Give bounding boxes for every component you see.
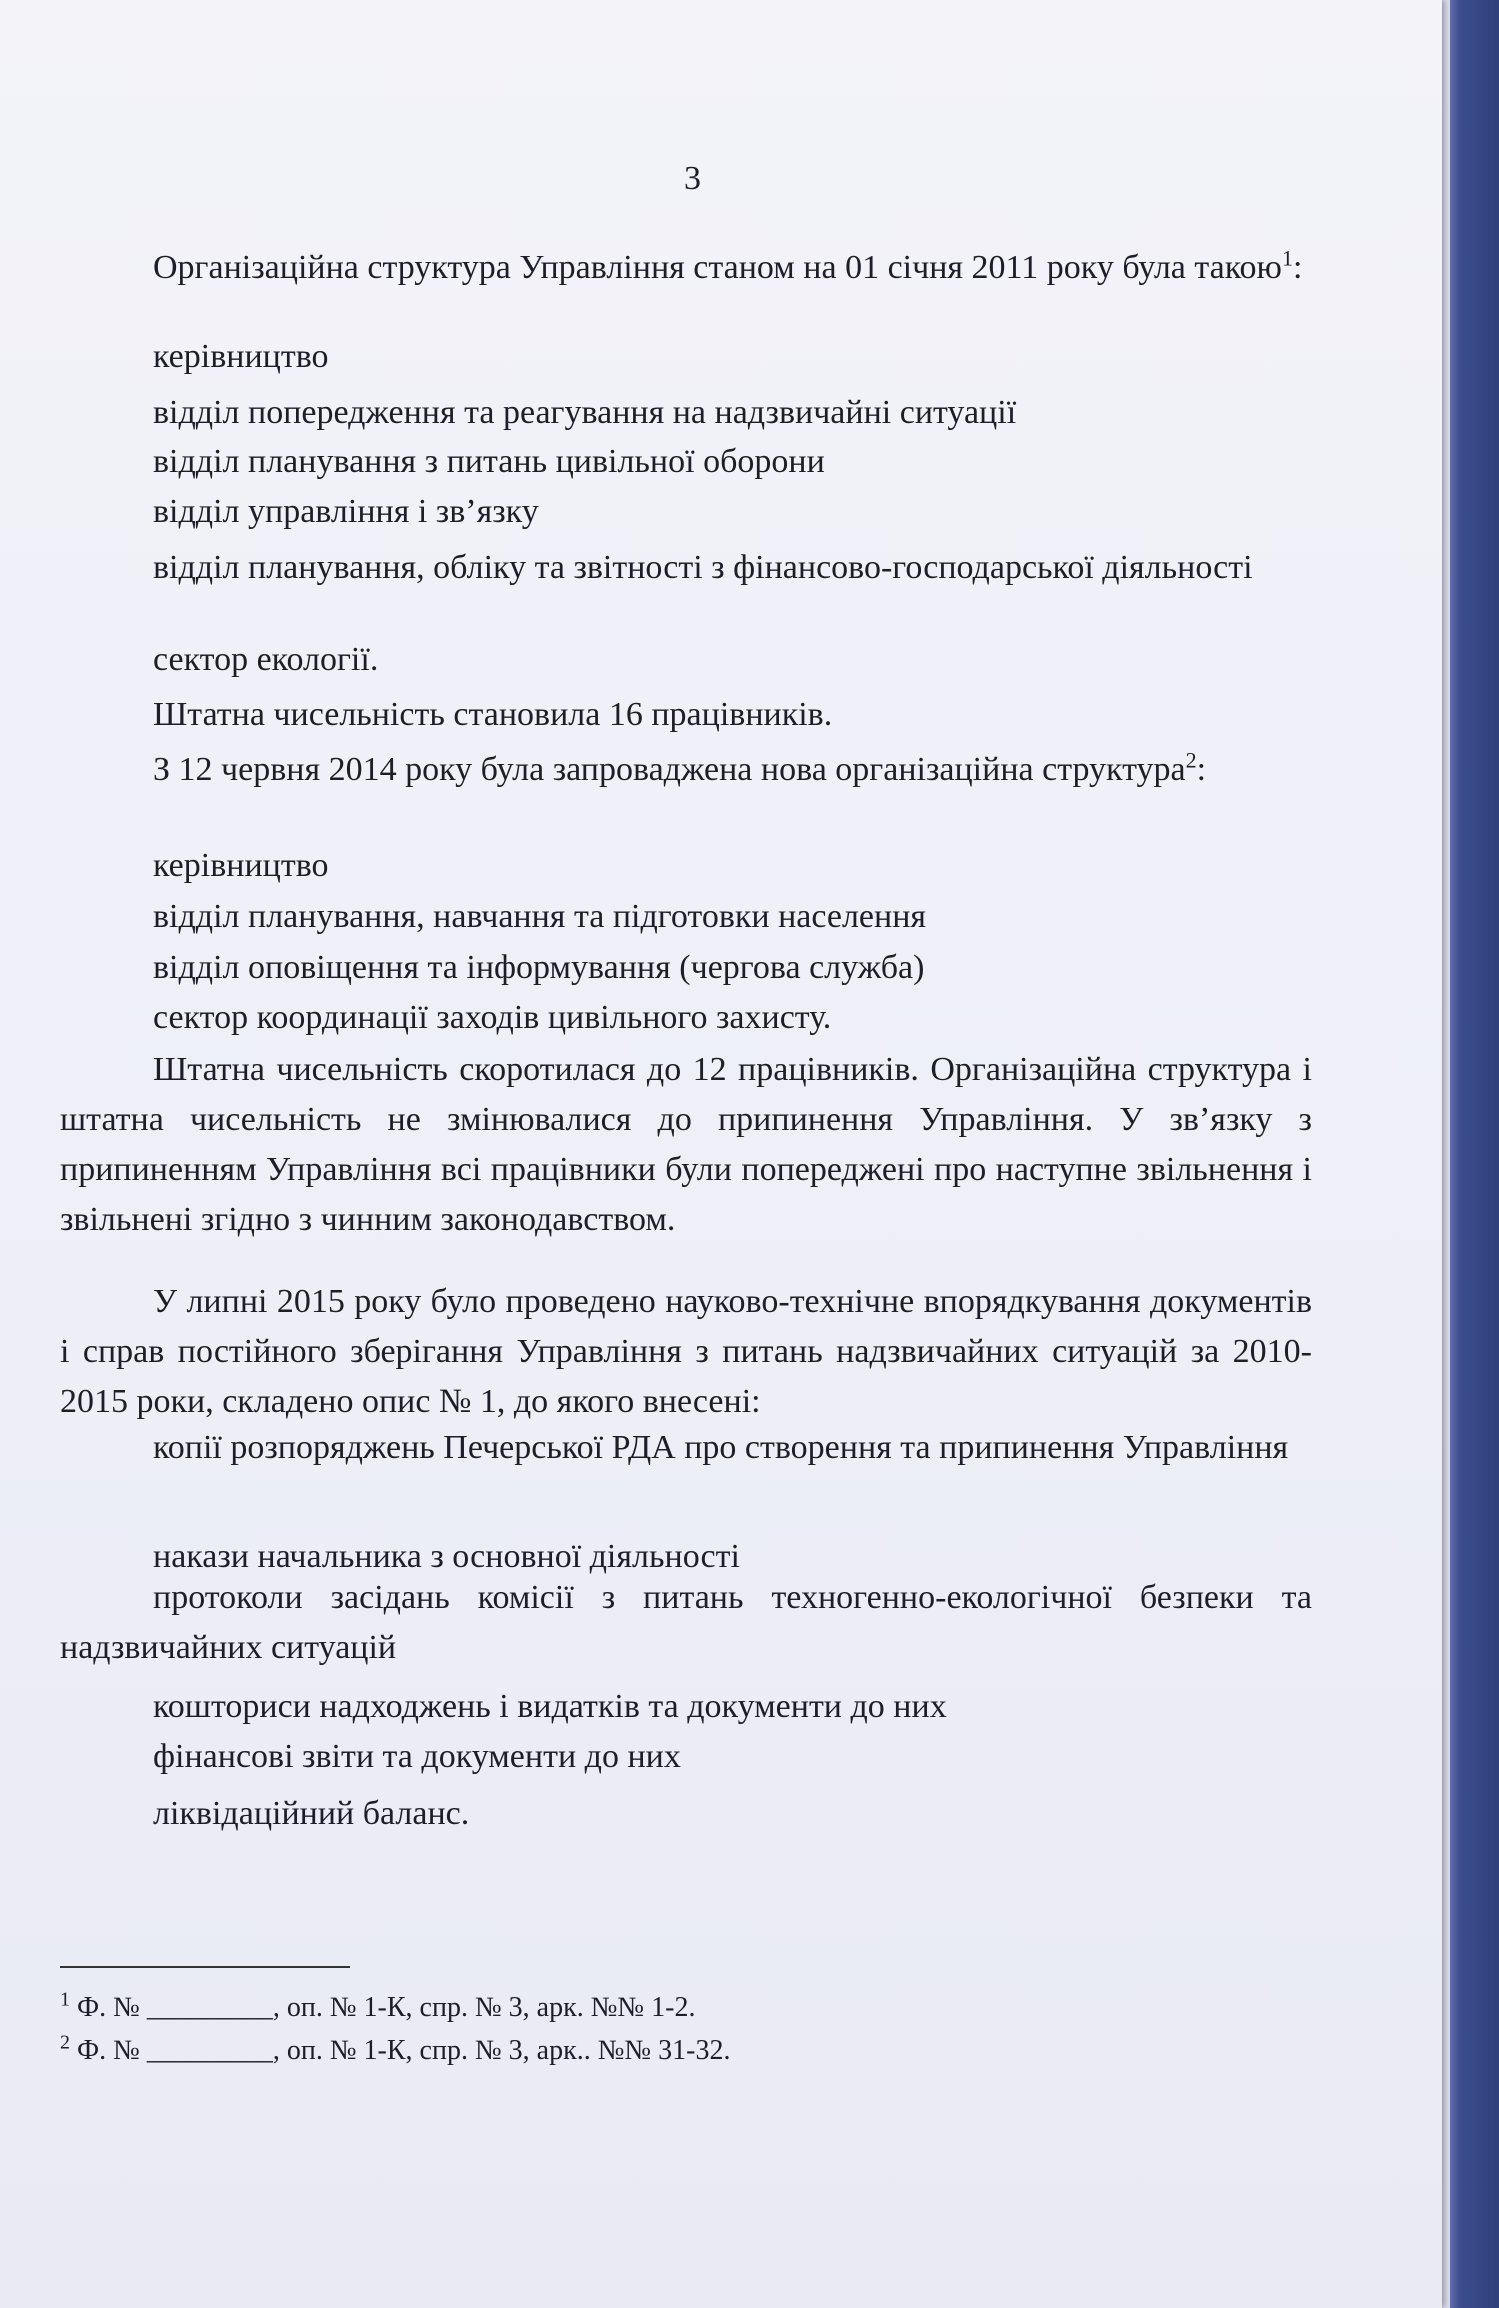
- inventory-item-3: протоколи засідань комісії з питань техногенно-екологічної безпеки та надзвичайних ситуацій: [60, 1579, 1312, 1666]
- intro-2014-paragraph: [60, 745, 1312, 795]
- processing-2015-paragraph: У липні 2015 року було проведено науково-технічне впорядкування документів і справ постійного зберігання Управління з питань надзвичайних ситуацій за 2010-2015 роки, складено опис № 1, до якого внесені:: [60, 1283, 1312, 1420]
- list-item-2014-2: відділ планування, навчання та підготовки населення: [153, 898, 927, 935]
- intro-paragraph: [60, 243, 1312, 293]
- inventory-item-4: кошториси надходжень і видатків та документи до них: [153, 1688, 947, 1725]
- intro-colon: :: [1292, 249, 1303, 286]
- inventory-item-5: фінансові звіти та документи до них: [153, 1738, 681, 1775]
- inventory-item-1: копії розпоряджень Печерської РДА про створення та припинення Управління: [153, 1429, 1289, 1466]
- list-item-2014-3: відділ оповіщення та інформування (чергова служба): [153, 949, 925, 986]
- list-item-2011-4: відділ управління і зв’язку: [153, 493, 539, 530]
- list-item-2011-3: відділ планування з питань цивільної оборони: [153, 443, 825, 480]
- page-number: 3: [684, 160, 701, 197]
- inventory-item-6: ліквідаційний баланс.: [153, 1795, 470, 1832]
- footnote-mark-1: 1: [60, 1988, 70, 2011]
- list-item-2014-4: сектор координації заходів цивільного захисту.: [153, 999, 832, 1036]
- staff-2011: Штатна чисельність становила 16 працівників.: [153, 696, 833, 733]
- intro-2014-text: З 12 червня 2014 року була запроваджена нова організаційна структура: [153, 751, 1186, 788]
- footnote-text-1: Ф. № _________, оп. № 1-К, спр. № 3, арк. №№ 1-2.: [70, 1992, 696, 2023]
- intro-2014-colon: :: [1196, 751, 1207, 788]
- intro-text: Організаційна структура Управління станом на 01 січня 2011 року була такою: [153, 249, 1282, 286]
- list-item-2011-5: відділ планування, обліку та звітності з фінансово-господарської діяльності: [153, 549, 1253, 586]
- sheet-edge: [1442, 0, 1450, 2308]
- inventory-item-2: накази начальника з основної діяльності: [153, 1538, 740, 1575]
- footnote-ref-1: 1: [1281, 245, 1293, 271]
- list-item-2011-2: відділ попередження та реагування на надзвичайні ситуації: [153, 394, 1017, 431]
- footnote-2: [60, 2031, 731, 2067]
- footnote-text-2: Ф. № _________, оп. № 1-К, спр. № 3, арк.. №№ 31-32.: [70, 2035, 731, 2066]
- staff-2014-paragraph: Штатна чисельність скоротилася до 12 працівників. Організаційна структура і штатна чисельність не змінювалися до припинення Управління. У зв’язку з припиненням Управління всі працівники були попереджені про наступне звільнення і звільнені згідно з чинним законодавством.: [60, 1051, 1312, 1238]
- list-item-2011-6: сектор екології.: [153, 641, 379, 678]
- footnote-mark-2: 2: [60, 2031, 70, 2054]
- footnote-separator: [60, 1966, 350, 1968]
- list-item-2011-1: керівництво: [153, 338, 329, 375]
- list-item-2014-1: керівництво: [153, 847, 329, 884]
- footnote-1: [60, 1988, 696, 2024]
- footnote-ref-2: 2: [1185, 747, 1197, 773]
